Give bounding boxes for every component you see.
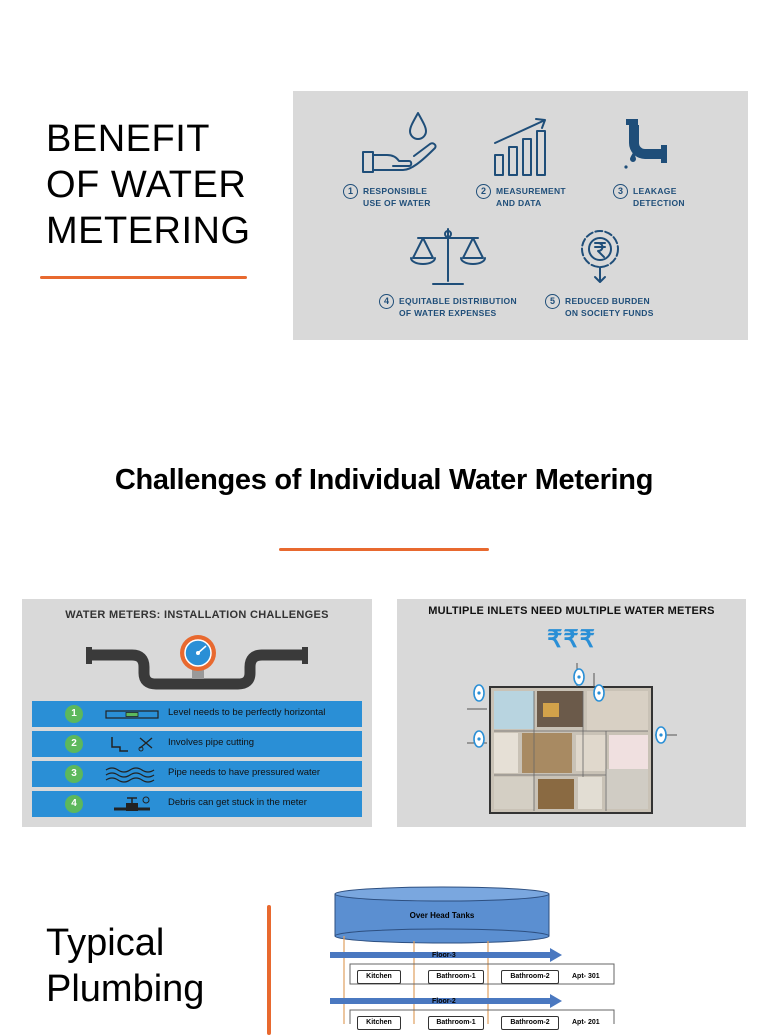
multiple-inlets-panel — [397, 599, 746, 827]
benefit-number: 5 — [545, 294, 560, 309]
benefit-number: 3 — [613, 184, 628, 199]
challenge-number: 1 — [65, 705, 83, 723]
pipe-cutter-icon — [104, 735, 160, 753]
benefit-title: BENEFIT OF WATER METERING — [46, 118, 251, 252]
pipe-meter-illustration — [22, 629, 372, 701]
room-bathroom-2: Bathroom-2 — [501, 970, 559, 984]
plumbing-diagram — [330, 884, 650, 1024]
challenge-row-1 — [32, 701, 362, 727]
benefit-label: REDUCED BURDEN ON SOCIETY FUNDS — [565, 296, 654, 318]
installation-panel-title: WATER METERS: INSTALLATION CHALLENGES — [65, 609, 329, 621]
challenges-title: Challenges of Individual Water Metering — [114, 464, 654, 496]
benefit-label: RESPONSIBLE USE OF WATER — [363, 186, 431, 208]
rupee-gear-icon — [582, 231, 618, 282]
inlets-panel-title: MULTIPLE INLETS NEED MULTIPLE WATER METERS — [428, 605, 715, 617]
challenge-number: 4 — [65, 795, 83, 813]
challenge-row-4 — [32, 791, 362, 817]
challenges-underline — [279, 548, 489, 551]
leaking-pipe-icon — [624, 119, 667, 169]
plumbing-title: Typical Plumbing — [46, 922, 205, 1010]
benefits-infographic — [293, 91, 748, 340]
challenge-number: 2 — [65, 735, 83, 753]
apartment-label: Apt- 201 — [572, 1019, 600, 1026]
rupee-symbols: ₹₹₹ — [547, 626, 596, 653]
room-bathroom-1: Bathroom-1 — [428, 970, 484, 984]
apartment-label: Apt- 301 — [572, 973, 600, 980]
benefit-label: MEASUREMENT AND DATA — [496, 186, 566, 208]
floor-label: Floor-3 — [432, 952, 456, 959]
benefit-number: 4 — [379, 294, 394, 309]
water-waves-icon — [104, 765, 160, 783]
room-bathroom-1: Bathroom-1 — [428, 1016, 484, 1030]
room-bathroom-2: Bathroom-2 — [501, 1016, 559, 1030]
benefit-icons — [293, 91, 748, 340]
balance-scale-icon — [411, 229, 485, 284]
title-underline — [40, 276, 247, 279]
hand-water-drop-icon — [363, 113, 436, 172]
challenge-row-2 — [32, 731, 362, 757]
benefit-number: 1 — [343, 184, 358, 199]
challenge-text: Debris can get stuck in the meter — [168, 797, 307, 808]
room-kitchen: Kitchen — [357, 1016, 401, 1030]
benefit-label: EQUITABLE DISTRIBUTION OF WATER EXPENSES — [399, 296, 517, 318]
challenge-text: Involves pipe cutting — [168, 737, 255, 748]
bar-chart-growth-icon — [495, 119, 545, 175]
spirit-level-icon — [104, 705, 160, 723]
room-kitchen: Kitchen — [357, 970, 401, 984]
floor-plan-illustration — [397, 599, 746, 827]
installation-challenges-panel — [22, 599, 372, 827]
benefit-label: LEAKAGE DETECTION — [633, 186, 685, 208]
valve-icon — [104, 795, 160, 813]
challenge-row-3 — [32, 761, 362, 787]
tank-label: Over Head Tanks — [409, 911, 475, 920]
challenge-number: 3 — [65, 765, 83, 783]
vertical-accent-bar — [267, 905, 271, 1035]
challenge-text: Pipe needs to have pressured water — [168, 767, 321, 778]
benefit-number: 2 — [476, 184, 491, 199]
floor-label: Floor-2 — [432, 998, 456, 1005]
challenge-text: Level needs to be perfectly horizontal — [168, 707, 326, 718]
